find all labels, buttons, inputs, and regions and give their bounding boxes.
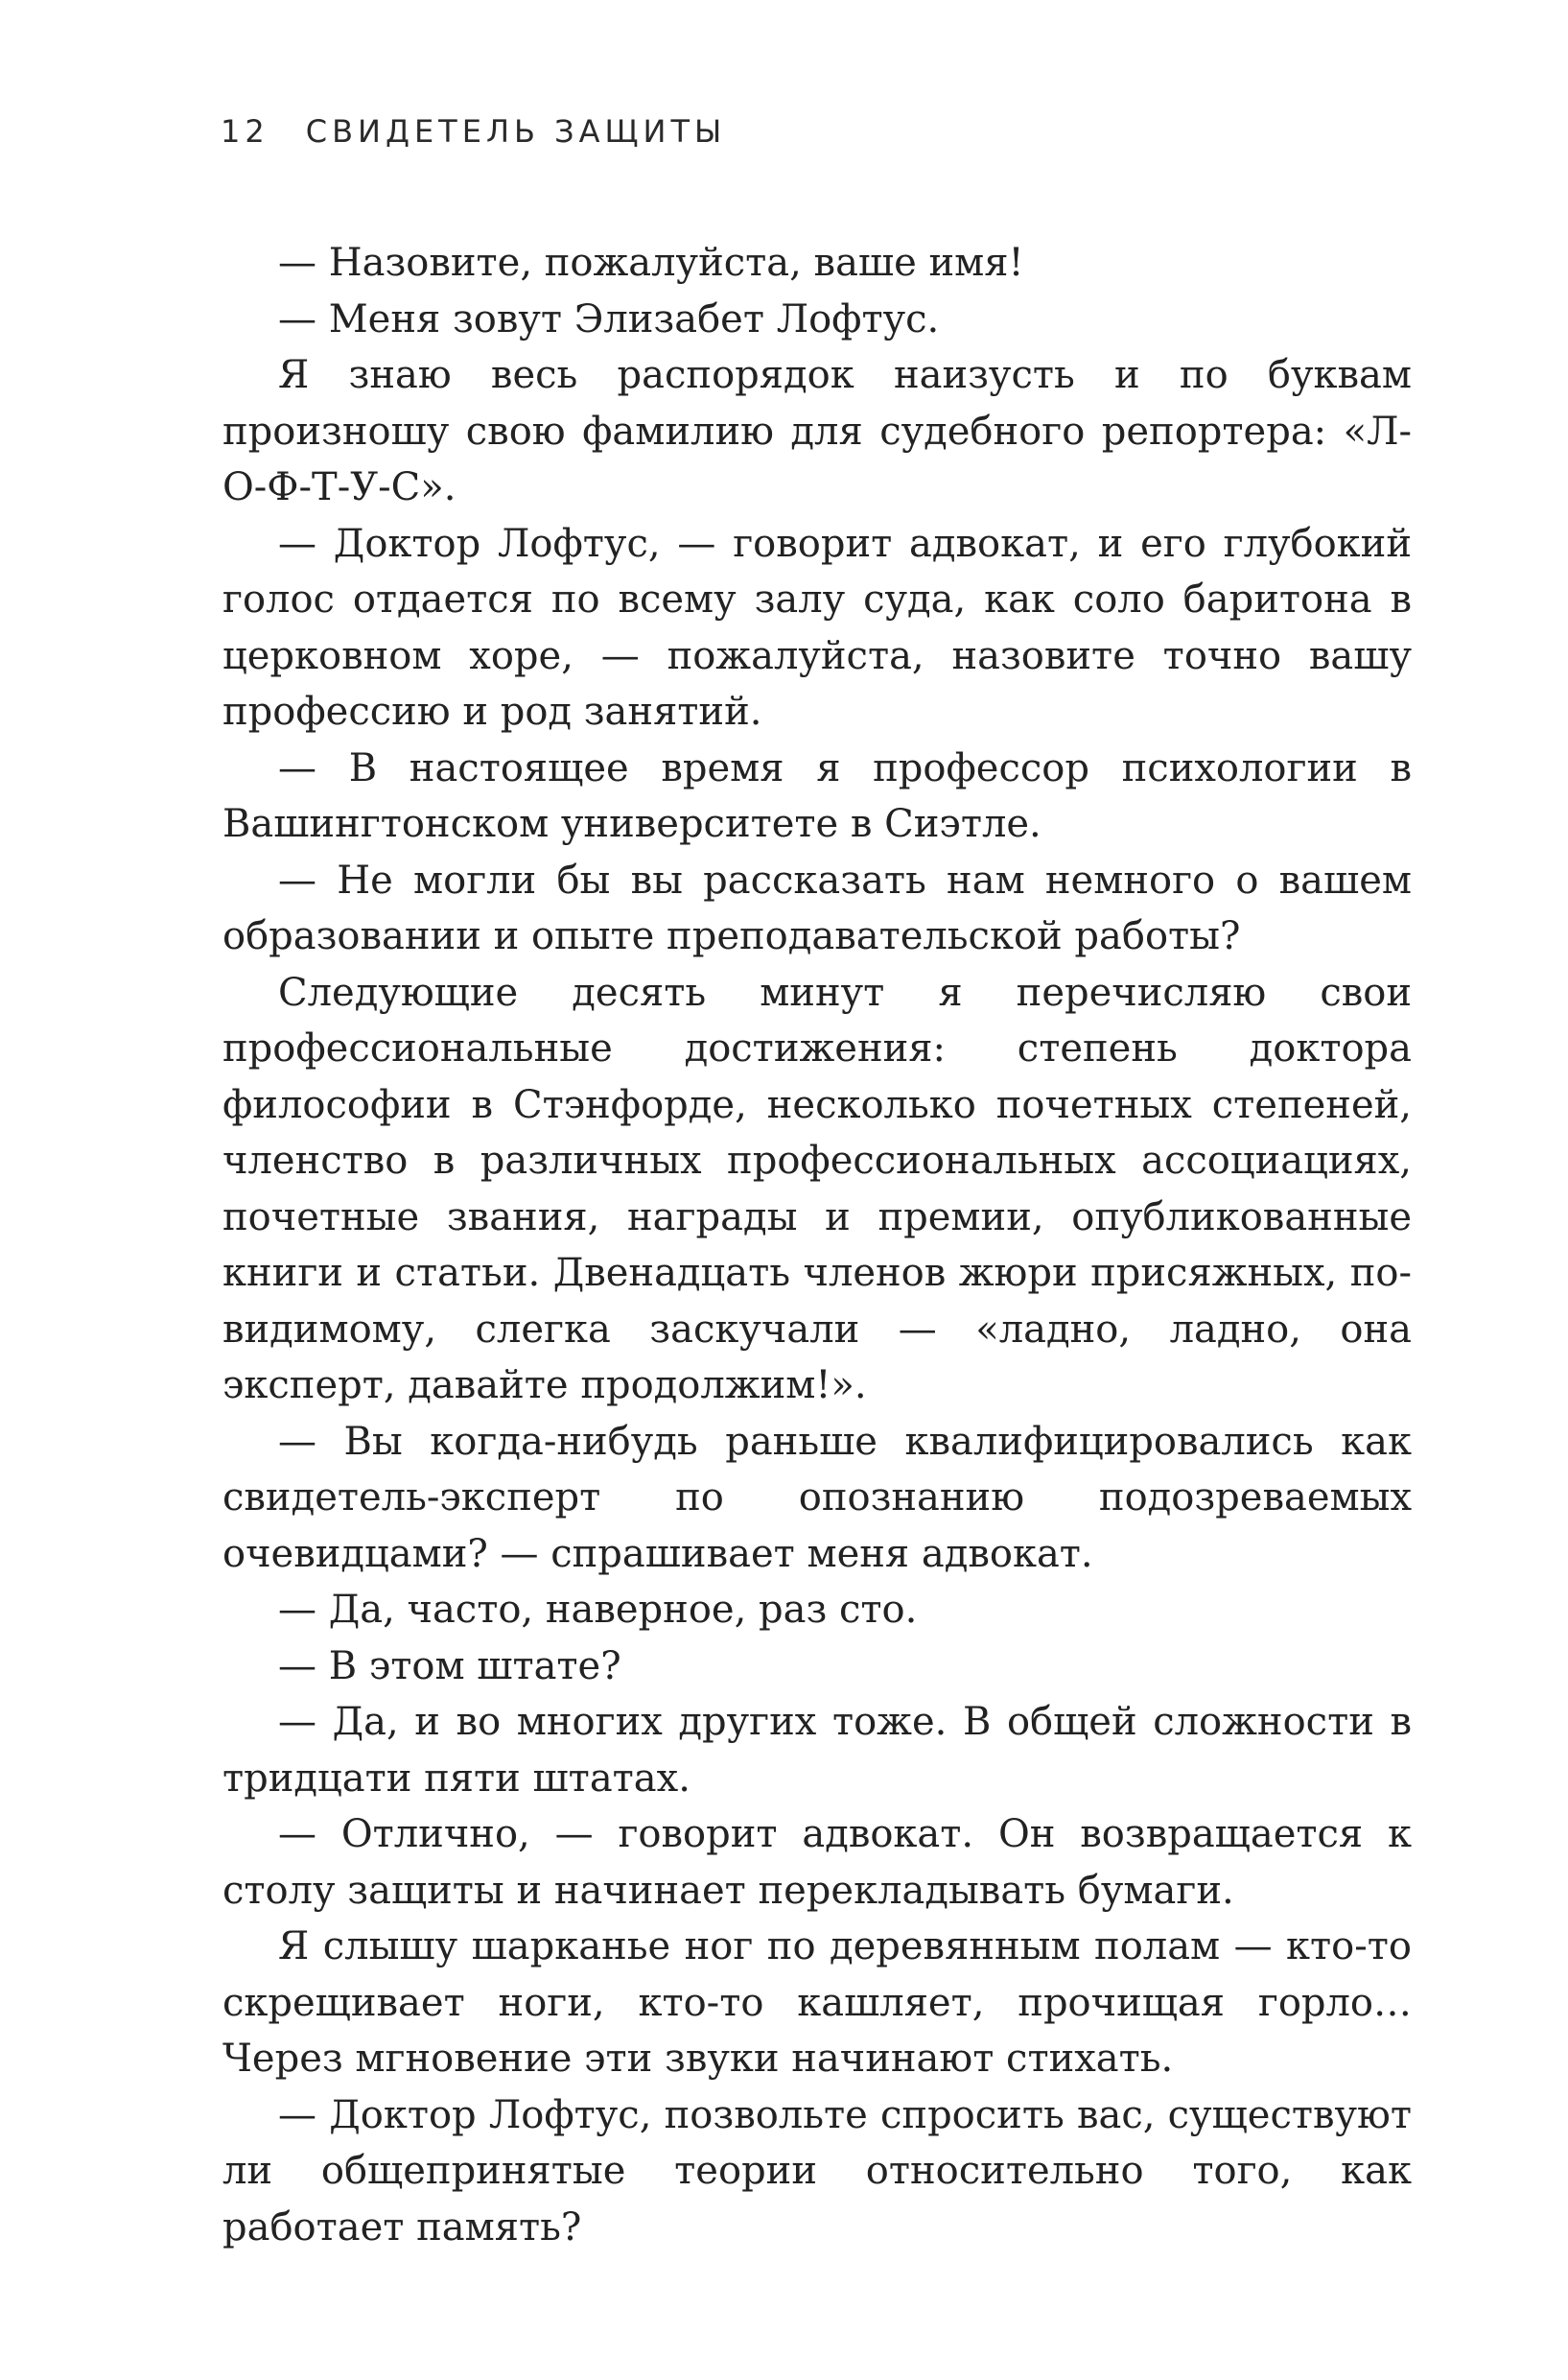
paragraph: — Меня зовут Элизабет Лофтус.: [278, 296, 940, 342]
paragraph: Следующие десять минут я перечисляю свои профессиональные достижения: степень доктора философии в Стэнфорде, несколько почетных степеней, членство в различных профессиональных ассоциациях, почетные звания, награды и премии, опубликованные книги и статьи. Двенадцать членов жюри присяжных, по-видимому, слегка заскучали — «ладно, ладно, она эксперт, давайте продолжим!».: [222, 970, 1412, 1407]
paragraph: — Назовите, пожалуйста, ваше имя!: [278, 241, 1024, 285]
running-title: СВИДЕТЕЛЬ ЗАЩИТЫ: [305, 113, 727, 150]
paragraph: — В настоящее время я профессор психологии в Вашингтонском университете в Сиэтле.: [222, 745, 1412, 846]
paragraph: — Доктор Лофтус, позвольте спросить вас, существуют ли общепринятые теории относительно того, как работает память?: [222, 2092, 1412, 2250]
paragraph: — Вы когда-нибудь раньше квалифицировались как свидетель-эксперт по опознанию подозреваемых очевидцами? — спрашивает меня адвокат.: [222, 1419, 1412, 1576]
running-head: [221, 113, 726, 150]
body-text: [222, 235, 1412, 2255]
paragraph: Я знаю весь распорядок наизусть и по буквам произношу свою фамилию для судебного репортера: «Л-О-Ф-Т-У-С».: [222, 353, 1412, 509]
paragraph: Я слышу шарканье ног по деревянным полам — кто-то скрещивает ноги, кто-то кашляет, прочищая горло… Через мгновение эти звуки начинают стихать.: [222, 1924, 1412, 2081]
paragraph: — В этом штате?: [278, 1643, 621, 1688]
paragraph: — Не могли бы вы рассказать нам немного о вашем образовании и опыте преподавательской работы?: [222, 858, 1412, 958]
paragraph: — Доктор Лофтус, — говорит адвокат, и его глубокий голос отдается по всему залу суда, как соло баритона в церковном хоре, — пожалуйста, назовите точно вашу профессию и род занятий.: [222, 521, 1412, 734]
paragraph: — Да, и во многих других тоже. В общей сложности в тридцати пяти штатах.: [222, 1700, 1412, 1801]
paragraph: — Да, часто, наверное, раз сто.: [278, 1588, 918, 1632]
paragraph: — Отлично, — говорит адвокат. Он возвращается к столу защиты и начинает перекладывать бумаги.: [222, 1812, 1412, 1913]
page-number: 12: [221, 113, 269, 150]
